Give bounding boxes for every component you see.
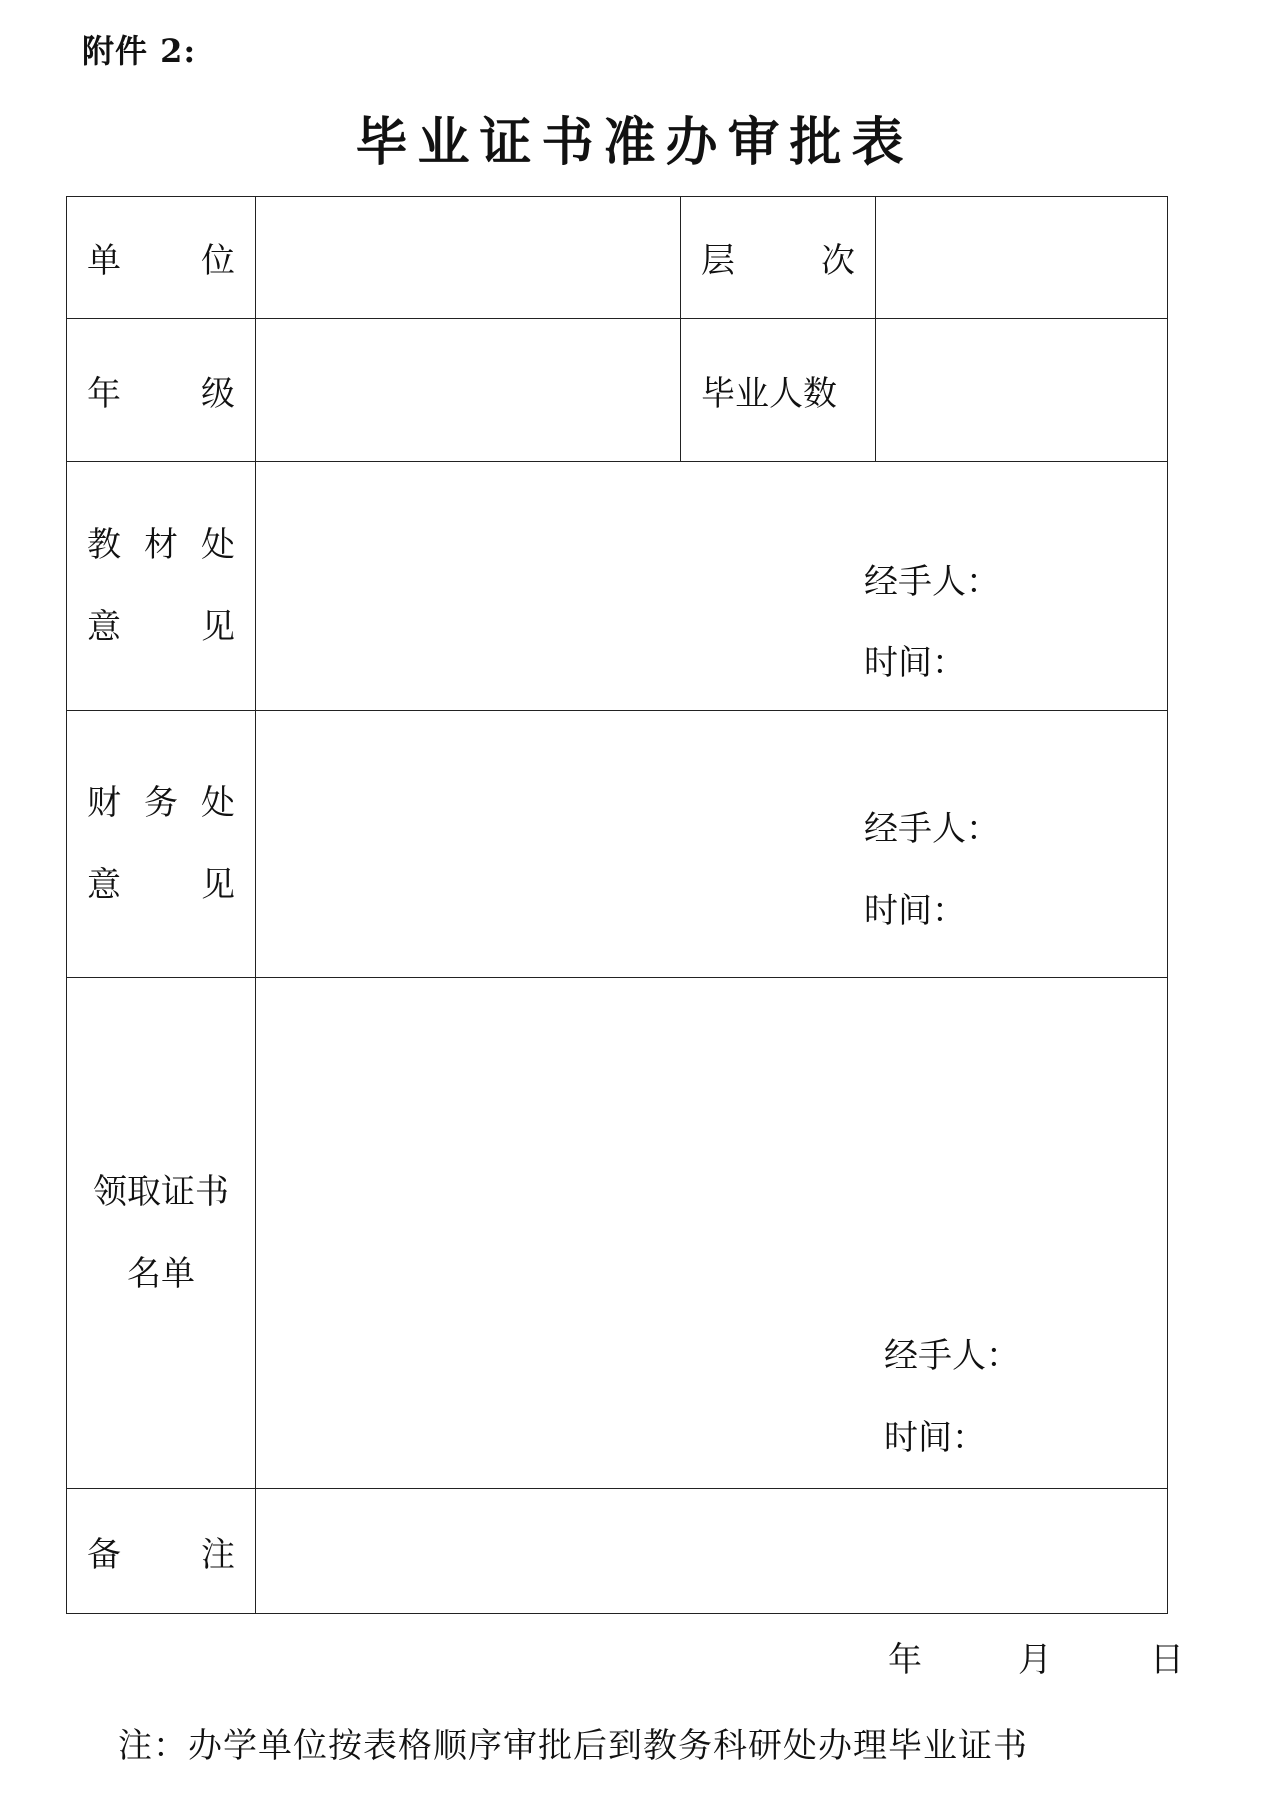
level-label-char-1: 层 (701, 241, 735, 281)
unit-label-cell (67, 197, 256, 319)
certificate-label-line-2: 名单 (127, 1254, 195, 1294)
date-month-label: 月 (1018, 1640, 1052, 1680)
unit-label-char-1: 单 (87, 241, 121, 281)
row-textbook-opinion (67, 462, 1168, 711)
finance-label-char-2: 务 (144, 783, 178, 823)
unit-label-char-2: 位 (201, 241, 235, 281)
attachment-label: 附件 2: (82, 32, 197, 70)
remarks-label-cell (67, 1489, 256, 1614)
finance-label-cell (67, 711, 256, 978)
finance-time-label: 时间： (864, 891, 966, 931)
approval-form-table (66, 196, 1168, 1614)
graduates-label-cell (681, 319, 876, 462)
textbook-label-char-3: 处 (201, 525, 235, 565)
level-label-cell (681, 197, 876, 319)
textbook-label-cell (67, 462, 256, 711)
certificate-handler-label: 经手人： (884, 1336, 1020, 1376)
textbook-label-char-4: 意 (87, 607, 121, 647)
row-unit-level (67, 197, 1168, 319)
textbook-opinion-cell[interactable] (256, 462, 1168, 711)
certificate-time-label: 时间： (884, 1418, 986, 1458)
certificate-list-cell[interactable] (256, 978, 1168, 1489)
finance-label-char-4: 意 (87, 865, 121, 905)
finance-label-char-5: 见 (201, 865, 235, 905)
grade-label-char-2: 级 (201, 373, 235, 414)
remarks-label-char-2: 注 (201, 1534, 235, 1575)
remarks-value-cell[interactable] (256, 1489, 1168, 1614)
remarks-label-char-1: 备 (87, 1534, 121, 1575)
finance-label-char-1: 财 (87, 783, 121, 823)
finance-label-char-3: 处 (201, 783, 235, 823)
textbook-time-label: 时间： (864, 643, 966, 683)
graduates-value-cell[interactable] (876, 319, 1168, 462)
row-remarks (67, 1489, 1168, 1614)
grade-value-cell[interactable] (256, 319, 681, 462)
date-day-label: 日 (1150, 1640, 1184, 1680)
textbook-label-char-1: 教 (87, 525, 121, 565)
level-label-char-2: 次 (821, 241, 855, 281)
finance-handler-label: 经手人： (864, 809, 1000, 849)
textbook-handler-label: 经手人： (864, 562, 1000, 602)
row-grade-graduates (67, 319, 1168, 462)
level-value-cell[interactable] (876, 197, 1168, 319)
textbook-label-char-2: 材 (144, 525, 178, 565)
certificate-label-line-1: 领取证书 (93, 1172, 229, 1212)
row-certificate-list (67, 978, 1168, 1489)
row-finance-opinion (67, 711, 1168, 978)
document-title: 毕业证书准办审批表 (355, 112, 914, 173)
finance-opinion-cell[interactable] (256, 711, 1168, 978)
footnote: 注：办学单位按表格顺序审批后到教务科研处办理毕业证书 (118, 1726, 1028, 1766)
textbook-label-char-5: 见 (201, 607, 235, 647)
date-year-label: 年 (888, 1640, 922, 1680)
unit-value-cell[interactable] (256, 197, 681, 319)
certificate-label-cell (67, 978, 256, 1489)
grade-label-cell (67, 319, 256, 462)
graduates-label: 毕业人数 (701, 373, 837, 414)
grade-label-char-1: 年 (87, 373, 121, 414)
